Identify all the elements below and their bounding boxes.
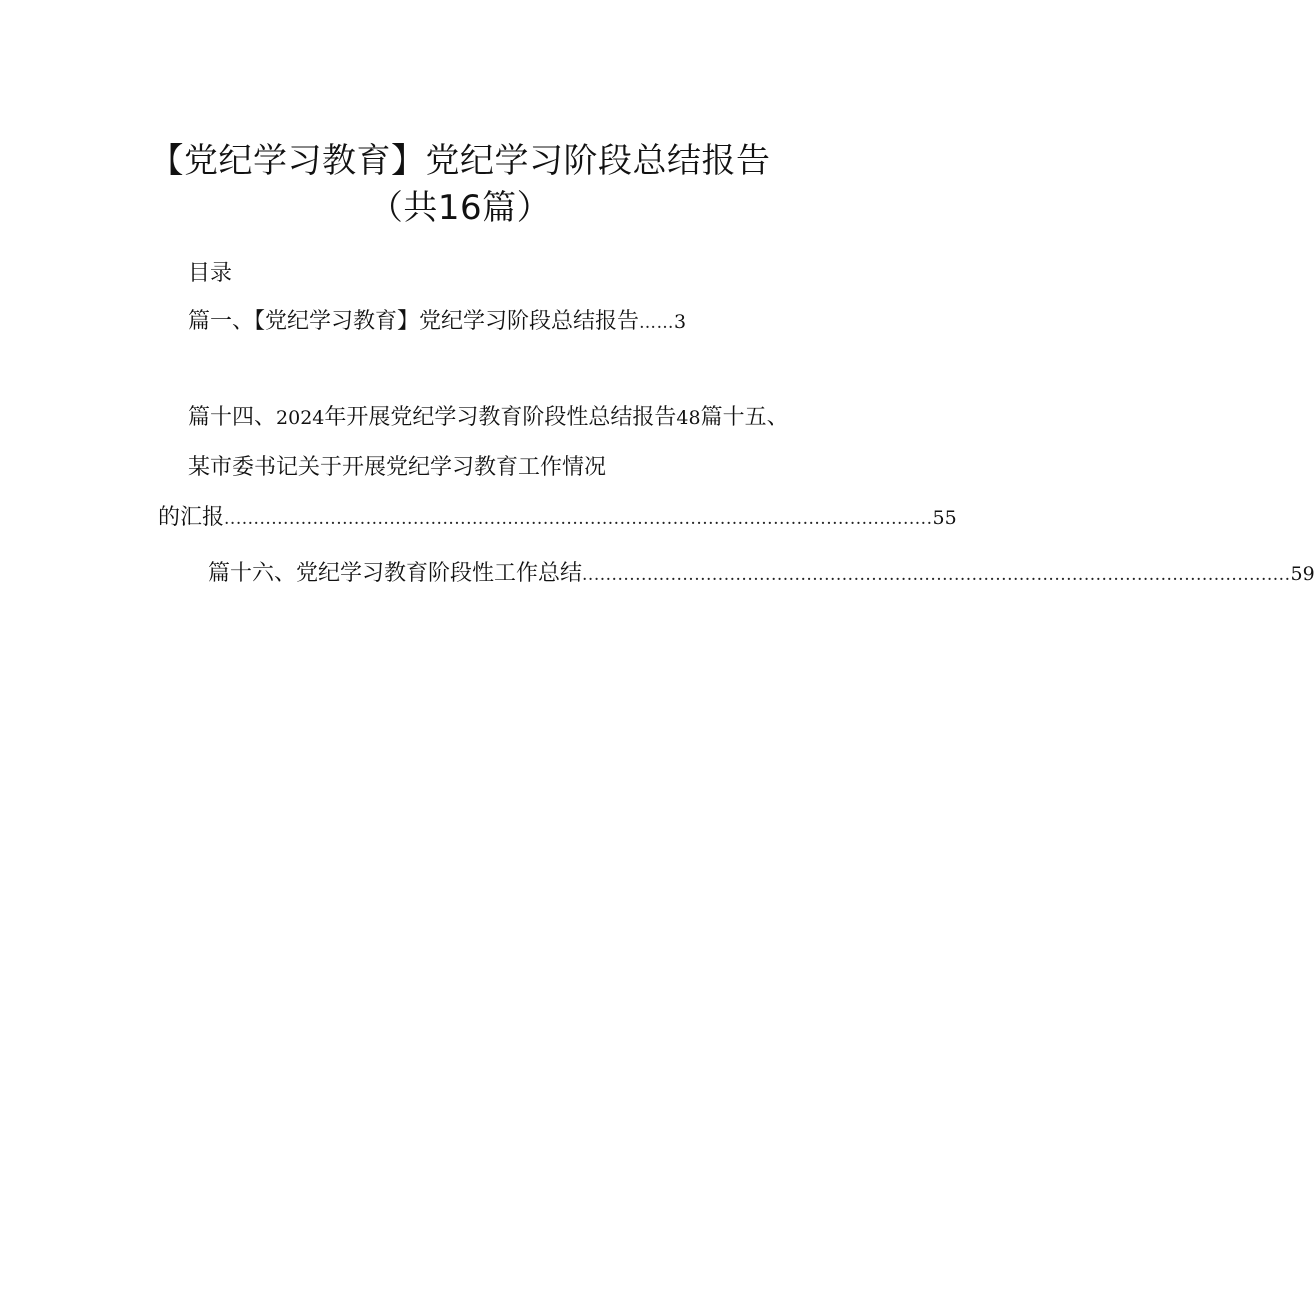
toc-entry-year: 2024: [276, 407, 325, 429]
toc-dot-leader: ........................................................................................................................: [224, 509, 933, 529]
toc-heading: 目录: [188, 261, 233, 286]
toc-entry-15-line-2[interactable]: [158, 500, 957, 531]
toc-entry-label-rest: 年开展党纪学习教育阶段性总结报告: [324, 405, 677, 430]
toc-entry-1[interactable]: [188, 304, 686, 335]
toc-entry-label: 篇十六、党纪学习教育阶段性工作总结: [208, 561, 583, 586]
toc-entry-15-line-1[interactable]: [188, 450, 606, 481]
toc-entry-continuation: 篇十五、: [700, 405, 789, 430]
toc-entry-16[interactable]: [208, 556, 1315, 587]
toc-entry-label-prefix: 篇十四、: [188, 405, 277, 430]
toc-dot-leader: ........................................................................................................................: [582, 565, 1291, 585]
toc-page-number: 3: [674, 311, 687, 333]
toc-page-number: 48: [676, 407, 701, 429]
toc-dot-leader: ……: [639, 313, 675, 333]
toc-entry-14[interactable]: [188, 400, 789, 431]
toc-entry-label: 某市委书记关于开展党纪学习教育工作情况: [188, 455, 607, 480]
toc-entry-label: 篇一、【党纪学习教育】党纪学习阶段总结报告: [188, 309, 640, 334]
toc-entry-label: 的汇报: [158, 505, 225, 530]
document-title: 【党纪学习教育】党纪学习阶段总结报告: [149, 141, 771, 181]
document-subtitle-count: （共16篇）: [368, 188, 552, 228]
toc-page-number: 59: [1290, 563, 1315, 585]
toc-page-number: 55: [932, 507, 957, 529]
